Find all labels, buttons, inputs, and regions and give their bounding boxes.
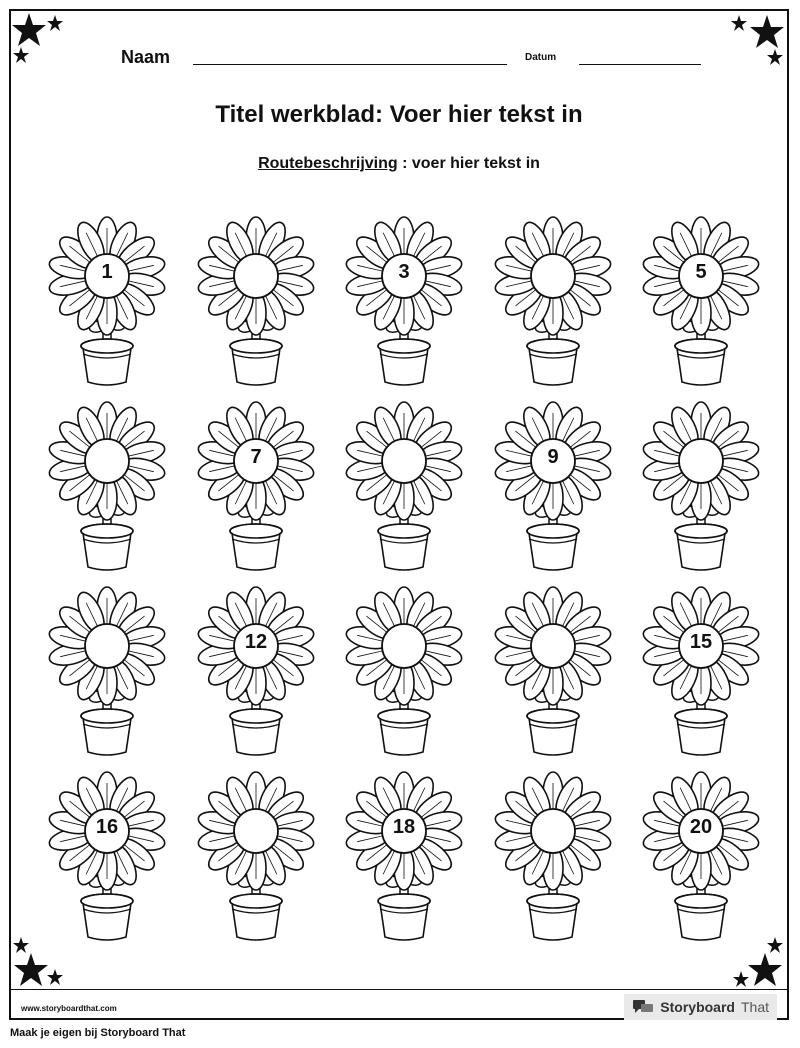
footer-url: www.storyboardthat.com	[21, 1004, 117, 1013]
flower-pot-18	[339, 771, 469, 941]
flower-number: 9	[547, 446, 559, 468]
flower-number: 12	[244, 631, 268, 653]
flower-icon	[191, 771, 321, 941]
flower-icon	[339, 586, 469, 756]
flower-pot-4	[488, 216, 618, 386]
date-label: Datum	[525, 52, 557, 63]
flower-number: 7	[250, 446, 262, 468]
flower-icon	[191, 216, 321, 386]
flower-pot-7	[191, 401, 321, 571]
flower-icon	[339, 401, 469, 571]
flower-number: 5	[695, 261, 707, 283]
flower-pot-20	[636, 771, 766, 941]
brand-that: That	[740, 999, 769, 1015]
flower-pot-3	[339, 216, 469, 386]
flower-pot-8	[339, 401, 469, 571]
flower-icon	[488, 586, 618, 756]
flower-icon	[339, 771, 469, 941]
flower-pot-12	[191, 586, 321, 756]
flower-pot-13	[339, 586, 469, 756]
brand-storyboard: Storyboard	[660, 999, 735, 1015]
flower-icon	[42, 586, 172, 756]
flower-pot-19	[488, 771, 618, 941]
worksheet-page	[9, 9, 789, 1020]
flower-pot-9	[488, 401, 618, 571]
flower-pot-16	[42, 771, 172, 941]
flower-icon	[339, 216, 469, 386]
flower-icon	[636, 586, 766, 756]
flower-number: 15	[689, 631, 713, 653]
flower-icon	[42, 401, 172, 571]
flower-number: 3	[398, 261, 410, 283]
flower-pot-6	[42, 401, 172, 571]
flower-icon	[636, 771, 766, 941]
worksheet-title: Titel werkblad: Voer hier tekst in	[215, 101, 583, 128]
flower-icon	[191, 401, 321, 571]
flower-number: 16	[95, 816, 119, 838]
speech-bubbles-icon	[632, 999, 654, 1015]
flower-pot-11	[42, 586, 172, 756]
flower-pot-14	[488, 586, 618, 756]
flower-icon	[636, 216, 766, 386]
flower-number: 18	[392, 816, 416, 838]
storyboardthat-logo	[624, 994, 777, 1020]
flower-pot-5	[636, 216, 766, 386]
footer-divider	[11, 989, 787, 990]
name-label: Naam	[121, 47, 171, 67]
flower-number: 20	[689, 816, 713, 838]
flower-number: 1	[101, 261, 113, 283]
flower-pot-10	[636, 401, 766, 571]
flower-grid	[11, 11, 787, 1011]
directions-label: Routebeschrijving	[258, 155, 398, 172]
flower-icon	[488, 771, 618, 941]
flower-icon	[488, 401, 618, 571]
flower-pot-2	[191, 216, 321, 386]
flower-icon	[191, 586, 321, 756]
make-your-own-link[interactable]: Maak je eigen bij Storyboard That	[10, 1027, 186, 1039]
flower-pot-1	[42, 216, 172, 386]
flower-icon	[42, 771, 172, 941]
flower-pot-17	[191, 771, 321, 941]
flower-pot-15	[636, 586, 766, 756]
directions-text: : voer hier tekst in	[397, 155, 540, 172]
flower-icon	[42, 216, 172, 386]
flower-icon	[488, 216, 618, 386]
flower-icon	[636, 401, 766, 571]
